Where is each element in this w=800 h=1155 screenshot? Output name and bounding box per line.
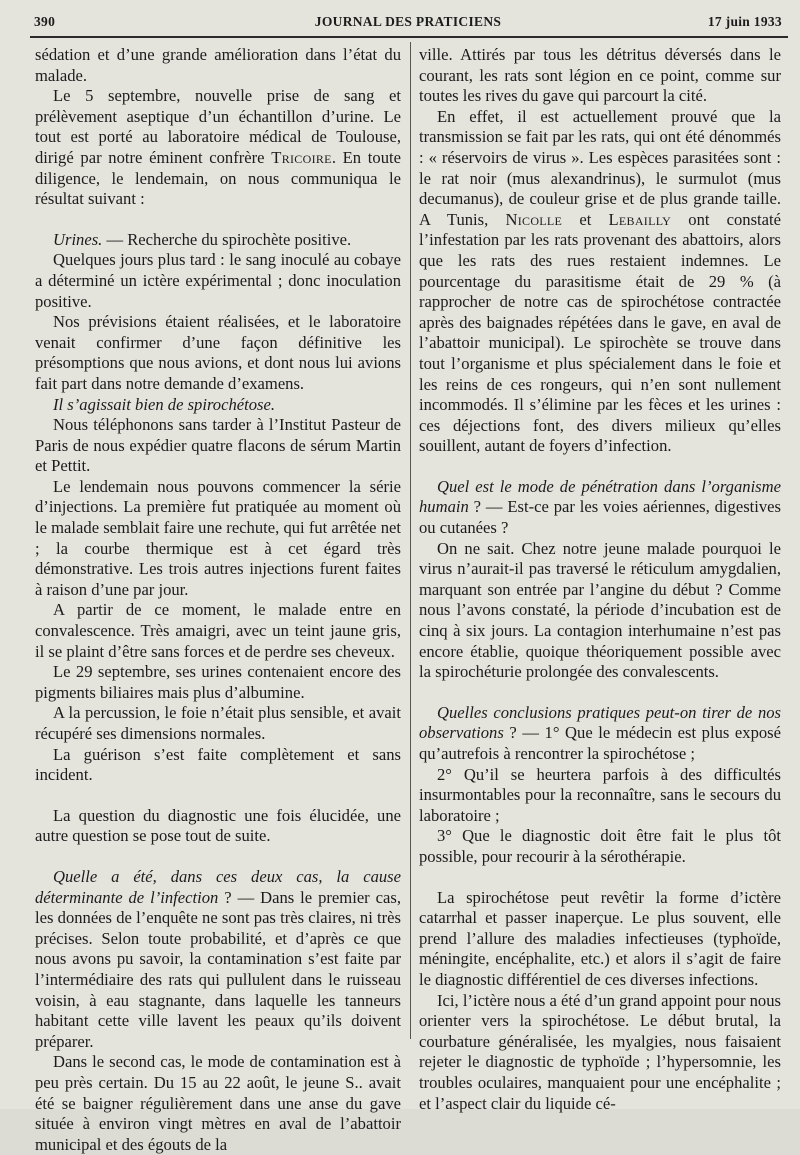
paragraph — [35, 395, 401, 416]
paragraph-text: ? — Dans le premier cas, les données de l’enquête ne sont pas très claires, ni très précises. Selon toute probabilité, et d’après ce que nous avons pu savoir, la contamination s’est faite par l’intermédiaire des rats qui pullulent dans le ruisseau voisin, à eau stagnante, dans laquelle les tanneurs habitant cette ville lavent les peaux qu’ils doivent préparer. — [35, 887, 401, 1051]
paragraph: Nous téléphonons sans tarder à l’Institut Pasteur de Paris de nous expédier quatre flacons de sérum Martin et Pettit. — [35, 415, 401, 476]
right-column — [419, 45, 781, 1114]
paragraph: ville. Attirés par tous les détritus déversés dans le courant, les rats sont légion en ce point, comme sur toutes les rives du gave qui parcourt la cité. — [419, 45, 781, 106]
paragraph: La guérison s’est faite complètement et sans incident. — [35, 744, 401, 785]
paragraph: La spirochétose peut revêtir la forme d’ictère catarrhal et passer inaperçue. Le plus souvent, elle prend l’allure des maladies infectieuses (typhoïde, méningite, encéphalite, etc.) et alors il s’agit de faire le diagnostic différentiel de ces diverses infections. — [419, 887, 781, 989]
left-column — [35, 45, 401, 1155]
column-divider — [410, 42, 411, 1039]
paragraph-text: En effet, il est actuellement prouvé que la transmission se fait par les rats, qui ont été dénommés : « réservoirs de virus ». Les espèces parasitées sont : le rat noir (mus alexandrinus), le surmulot (mus decumanus), de couleur grise et de plus grande taille. A Tunis, — [419, 106, 781, 229]
paragraph — [419, 107, 781, 457]
paragraph: Le 29 septembre, ses urines contenaient encore des pigments biliaires mais plus d’albumine. — [35, 662, 401, 702]
paragraph-text: ont constaté l’infestation par les rats provenant des abattoirs, alors que les rats des rues restaient indemnes. Le pourcentage du parasitisme était de 29 % (à rapprocher de notre cas de spirochétose contractée après des baignades répétées dans le gave, en aval de l’abattoir municipal). Le spirochète se trouve dans tout l’organisme et plus spécialement dans le foie et les reins de ces rongeurs, qui n’en sont nullement incommodés. Il s’élimine par les fèces et les urines : ces déjections font, des divers milieux qu’elles souillent, autant de foyers d’infection. — [419, 209, 782, 456]
paragraph-text: . En toute diligence, le lendemain, on nous communiqua le résultat suivant : — [35, 147, 401, 209]
header-rule — [30, 36, 788, 38]
paragraph-text: et — [562, 209, 609, 229]
paragraph-text: — Recherche du spirochète positive. — [102, 229, 352, 249]
section-label: Urines. — [53, 229, 103, 249]
paragraph: Le lendemain nous pouvons commencer la série d’injections. La première fut pratiquée au moment où le malade semblait faire une rechute, qui fut arrêtée net ; la courbe thermique est à cet égard très démonstrative. Les trois autres injections furent faites à raison d’une par jour. — [35, 476, 401, 599]
paragraph: A la percussion, le foie n’était plus sensible, et avait récupéré ses dimensions normales. — [35, 703, 401, 743]
paragraph — [35, 230, 401, 251]
author-name: Nicolle — [505, 209, 563, 229]
issue-date: 17 juin 1933 — [707, 14, 782, 29]
paragraph: A partir de ce moment, le malade entre en convalescence. Très amaigri, avec un teint jaune gris, il se plaint d’être sans forces et de perdre ses cheveux. — [35, 600, 401, 661]
paragraph-text: Le 5 septembre, nouvelle prise de sang et prélèvement aseptique d’un échantillon d’urine. Le tout est porté au laboratoire médical de Toulouse, dirigé par notre éminent confrère — [35, 86, 401, 167]
paragraph — [35, 86, 401, 210]
paragraph: 2° Qu’il se heurtera parfois à des difficultés insurmontables pour la reconnaître, sans le secours du laboratoire ; — [419, 764, 781, 825]
paragraph: La question du diagnostic une fois élucidée, une autre question se pose tout de suite. — [35, 805, 401, 846]
page-number: 390 — [34, 14, 56, 29]
paragraph — [419, 477, 781, 539]
paragraph-text: ? — Est-ce par les voies aériennes, digestives ou cutanées ? — [419, 497, 781, 538]
section-question: Quelle a été, dans ces deux cas, la cause déterminante de l’infection — [35, 866, 401, 907]
paragraph: On ne sait. Chez notre jeune malade pourquoi le virus n’aurait-il pas traversé le réticulum amygdalien, marquant son entrée par l’angine du début ? Comme nous l’avons constaté, la période d’incubation est de cinq à six jours. La contagion interhumaine n’est pas encore établie, quoique théoriquement possible avec la spirochéturie prolongée des convalescents. — [419, 538, 781, 682]
paragraph: Quelques jours plus tard : le sang inoculé au cobaye a déterminé un ictère expérimental ; donc inoculation positive. — [35, 250, 401, 311]
paragraph: Nos prévisions étaient réalisées, et le laboratoire venait confirmer d’une façon définitive les présomptions que nous avions, et dont nous lui avions fait part dans notre demande d’examens. — [35, 312, 401, 393]
paragraph: sédation et d’une grande amélioration dans l’état du malade. — [35, 45, 401, 85]
journal-title: JOURNAL DES PRATICIENS — [314, 14, 502, 29]
section-question: Quelles conclusions pratiques peut-on tirer de nos observations — [419, 702, 781, 743]
paragraph: Ici, l’ictère nous a été d’un grand appoint pour nous orienter vers la spirochétose. Le début brutal, la courbature généralisée, les myalgies, nous faisaient rejeter le diagnostic de typhoïde ; l’hypersomnie, les troubles oculaires, manquaient pour une encéphalite ; et l’aspect clair du liquide cé- — [419, 990, 781, 1113]
paragraph: 3° Que le diagnostic doit être fait le plus tôt possible, pour recourir à la sérothérapie. — [419, 826, 781, 866]
paragraph — [419, 703, 781, 765]
section-question: Quel est le mode de pénétration dans l’organisme humain — [419, 476, 781, 517]
paragraph: Dans le second cas, le mode de contamination est à peu près certain. Du 15 au 22 août, le jeune S.. avait été se baigner régulièrement dans une anse du gave située à environ vingt mètres en aval de l’abattoir municipal et des égouts de la — [35, 1052, 401, 1154]
paragraph — [35, 867, 401, 1052]
author-name: Lebailly — [608, 209, 672, 229]
paragraph-text: ? — 1° Que le médecin est plus exposé qu’autrefois à rencontrer la spirochétose ; — [419, 723, 781, 763]
emphasis-text: Il s’agissait bien de spirochétose. — [53, 394, 275, 414]
running-header — [34, 12, 782, 34]
author-name: Tricoire — [271, 147, 332, 167]
